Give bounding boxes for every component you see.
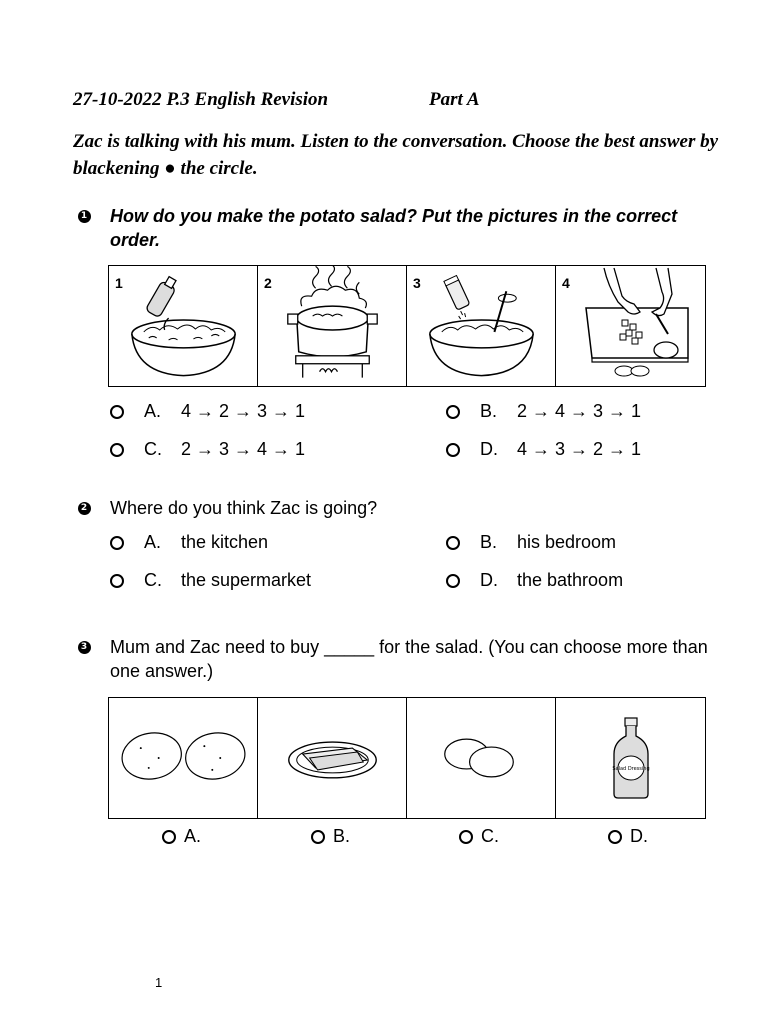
q1-option-d[interactable]: D. 4 → 3 → 2 → 1	[446, 439, 641, 460]
q2-option-c-radio[interactable]	[110, 574, 124, 588]
question-3-text: Mum and Zac need to buy _____ for the salad. (You can choose more than one answer.)	[110, 637, 708, 681]
mixing-bowl-pouring-icon	[109, 266, 257, 386]
instructions: Zac is talking with his mum. Listen to the conversation. Choose the best answer by blackening ● the circle.	[73, 131, 719, 179]
boiling-pot-icon	[258, 266, 406, 386]
ham-plate-icon	[258, 698, 406, 818]
title-text: 27-10-2022 P.3 English Revision	[73, 89, 329, 110]
question-2-text: Where do you think Zac is going?	[110, 498, 378, 518]
picture-4: 4	[556, 266, 705, 386]
picture-a	[109, 698, 258, 818]
page-number: 1	[155, 975, 163, 990]
q2-option-b[interactable]: B. his bedroom	[446, 532, 616, 553]
question-3-pictures	[108, 697, 706, 819]
question-1-marker: 1	[73, 205, 95, 227]
q3-option-a[interactable]: A.	[162, 826, 201, 847]
q3-option-d[interactable]: D.	[608, 826, 648, 847]
eggs-icon	[407, 698, 555, 818]
question-3-marker: 3	[73, 636, 95, 658]
q1-option-c-radio[interactable]	[110, 443, 124, 457]
picture-2: 2	[258, 266, 407, 386]
picture-3: 3	[407, 266, 556, 386]
question-2-marker: 2	[73, 497, 95, 519]
picture-c	[407, 698, 556, 818]
question-1-pictures	[108, 265, 706, 387]
potatoes-icon	[109, 698, 257, 818]
q2-option-d-radio[interactable]	[446, 574, 460, 588]
cutting-board-knife-icon	[556, 266, 705, 386]
q2-option-d[interactable]: D. the bathroom	[446, 570, 623, 591]
q2-option-b-radio[interactable]	[446, 536, 460, 550]
question-1-text: How do you make the potato salad? Put the pictures in the correct order.	[110, 206, 678, 250]
q2-option-a[interactable]: A. the kitchen	[110, 532, 268, 553]
stirring-bowl-salt-icon	[407, 266, 555, 386]
q1-option-c[interactable]: C. 2 → 3 → 4 → 1	[110, 439, 305, 460]
q1-option-a-radio[interactable]	[110, 405, 124, 419]
q3-option-c[interactable]: C.	[459, 826, 499, 847]
q1-option-b-radio[interactable]	[446, 405, 460, 419]
q2-option-c[interactable]: C. the supermarket	[110, 570, 311, 591]
picture-d	[556, 698, 705, 818]
q3-option-c-radio[interactable]	[459, 830, 473, 844]
picture-b	[258, 698, 407, 818]
q3-option-d-radio[interactable]	[608, 830, 622, 844]
q3-option-b[interactable]: B.	[311, 826, 350, 847]
q3-option-a-radio[interactable]	[162, 830, 176, 844]
q2-option-a-radio[interactable]	[110, 536, 124, 550]
q3-option-b-radio[interactable]	[311, 830, 325, 844]
salad-dressing-bottle-icon	[556, 698, 705, 818]
part-label: Part A	[429, 89, 480, 110]
worksheet-title	[73, 89, 480, 111]
q1-option-d-radio[interactable]	[446, 443, 460, 457]
q1-option-a[interactable]: A. 4 → 2 → 3 → 1	[110, 401, 305, 422]
dressing-label: Salad Dressing	[612, 766, 650, 772]
q1-option-b[interactable]: B. 2 → 4 → 3 → 1	[446, 401, 641, 422]
picture-1: 1	[109, 266, 258, 386]
